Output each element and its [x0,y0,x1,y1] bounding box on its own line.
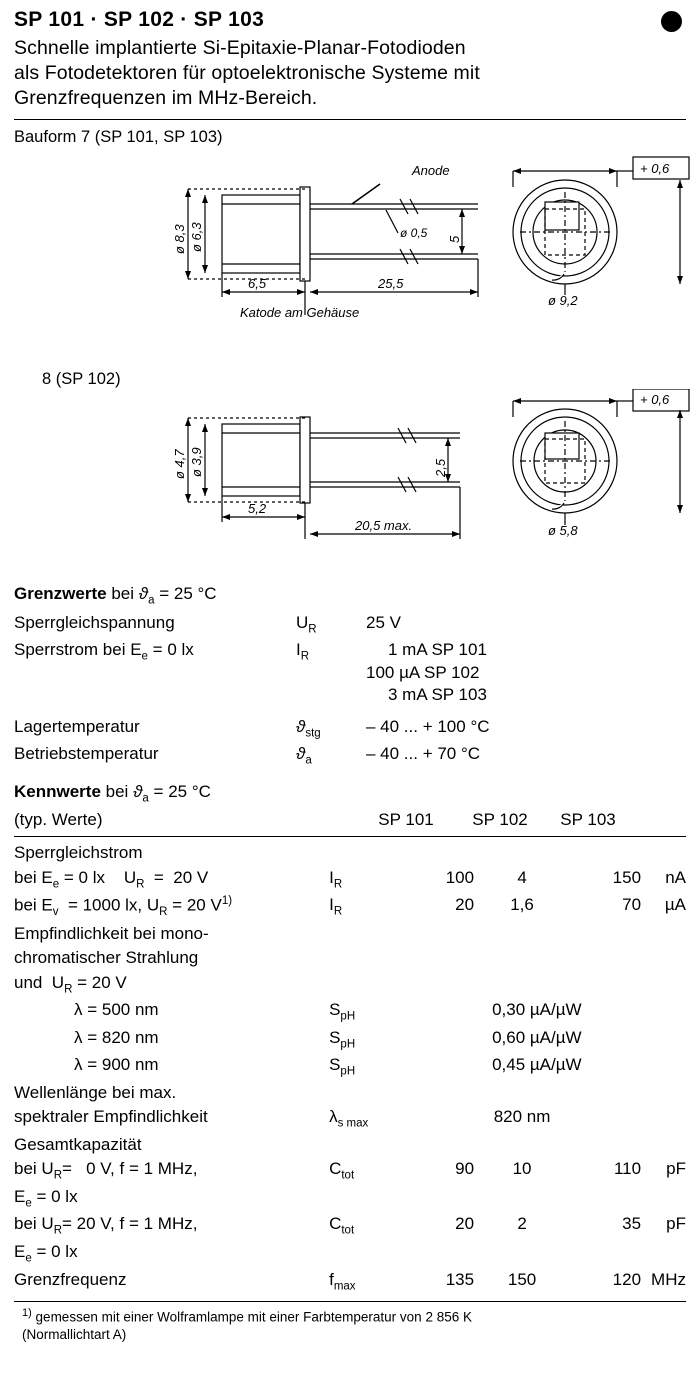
svg-text:ø 4,7: ø 4,7 [172,449,187,480]
kennwerte-unit-14: pF [666,1214,686,1234]
kennwerte-v2-1: 4 [517,867,527,887]
kennwerte-v1-16: 135 [445,1269,475,1289]
kennwerte-label-6: λ = 500 nm [74,1000,159,1020]
grenzwerte-symbol-3: $ϑ_a$ [296,744,312,767]
kennwerte-unit-16: MHz [651,1269,686,1289]
svg-text:5,2: 5,2 [248,501,267,517]
kennwerte-col-1: SP 102 [472,810,528,830]
grenzwerte-table [14,611,686,770]
grenzwerte-value-1a: 1 mA SP 101 [388,640,487,660]
kennwerte-label-4: chromatischer Strahlung [14,948,199,968]
kennwerte-v1-1: 100 [445,867,475,887]
grenzwerte-value-1 [366,638,686,707]
table-row [14,971,686,999]
kennwerte-label-2: bei $E_v = 1000$ lx, $U_R = 20$ $V^{1)}$ [14,895,233,919]
table-row [14,1081,686,1105]
svg-text:ø 3,9: ø 3,9 [189,447,204,478]
kennwerte-label-8: λ = 900 nm [74,1055,159,1075]
table-row [14,998,686,1026]
kennwerte-symbol-12: $C_{tot}$ [329,1159,355,1182]
grenzwerte-label-1: Sperrstrom bei $E_e = 0$ lx [14,640,194,663]
kennwerte-label-11: Gesamtkapazität [14,1134,142,1154]
kennwerte-unit-1: nA [665,867,686,887]
table-row [14,1268,686,1296]
kennwerte-label-16: Grenzfrequenz [14,1269,127,1289]
svg-text:ø 0,5: ø 0,5 [400,226,428,241]
kennwerte-v3-1: 150 [612,867,642,887]
grenzwerte-label-3: Betriebstemperatur [14,744,159,764]
table-row [14,1157,686,1185]
kennwerte-v1-12: 90 [455,1159,475,1179]
kennwerte-label-12: bei $U_R= 0$ V, f = 1 MHz, [14,1159,198,1182]
svg-text:20,5 max.: 20,5 max. [355,518,413,534]
footnote-line-2: (Normallichtart A) [22,1327,127,1343]
kennwerte-label-10: spektraler Empfindlichkeit [14,1107,208,1127]
svg-text:6,5: 6,5 [248,276,267,292]
table-row [14,922,686,946]
svg-text:25,5: 25,5 [378,276,404,292]
kennwerte-unit-12: pF [666,1159,686,1179]
kennwerte-typ-label: (typ. Werte) [14,810,103,830]
grenzwerte-value-2: – 40 ... + 100 °C [366,716,490,736]
table-row [14,1133,686,1157]
kennwerte-header-row [14,808,686,832]
kennwerte-body-table [14,841,686,1295]
kennwerte-v3-12: 110 [613,1159,642,1179]
kennwerte-symbol-7: $S_{pH}$ [329,1027,356,1051]
svg-text:+ 0,6: + 0,6 [640,392,670,408]
kennwerte-table [14,808,686,832]
kennwerte-v1-2: 20 [455,895,475,915]
kennwerte-v3-14: 35 [622,1214,642,1234]
kennwerte-label-7: λ = 820 nm [74,1027,159,1047]
kennwerte-heading-rest: bei $ϑ_a = 25$ °C [100,781,211,805]
kennwerte-heading-bold: Kennwerte [14,781,101,801]
grenzwerte-value-1c: 3 mA SP 103 [388,685,487,705]
grenzwerte-symbol-0: $U_R$ [296,612,317,636]
black-dot-icon [661,11,682,32]
svg-text:ø 6,3: ø 6,3 [189,222,204,253]
kennwerte-label-1: bei $E_e = 0$ lx $U_R = 20$ V [14,867,209,891]
specs-section [0,584,700,1295]
svg-text:ø 9,2: ø 9,2 [548,293,578,309]
kennwerte-label-5: und $U_R = 20$ V [14,972,127,995]
table-row [14,866,686,894]
svg-text:Anode: Anode [412,163,450,179]
title-row [14,8,686,32]
table-row [14,1026,686,1054]
page-header [0,0,700,110]
kennwerte-label-0: Sperrgleichstrom [14,843,143,863]
kennwerte-v2-7: 0,60 µA/µW [492,1027,582,1047]
kennwerte-v2-8: 0,45 µA/µW [492,1055,582,1075]
kennwerte-col-2: SP 103 [560,810,616,830]
kennwerte-label-13: $E_e = 0$ lx [14,1186,78,1210]
kennwerte-col-0: SP 101 [378,810,434,830]
table-row [14,1185,686,1213]
footnote-line-1: gemessen mit einer Wolframlampe mit einer Farbtemperatur von 2 856 K [35,1309,472,1325]
kennwerte-symbol-1: $I_R$ [329,867,343,891]
grenzwerte-label-0: Sperrgleichspannung [14,612,175,632]
table-row [14,1240,686,1268]
drawing-bauform-8 [0,389,700,574]
kennwerte-v2-14: 2 [517,1214,527,1234]
footnote-mark: 1) [22,1307,32,1320]
kennwerte-symbol-2: $I_R$ [329,895,343,918]
subtitle [14,36,686,110]
kennwerte-v2-10: 820 nm [493,1107,551,1127]
kennwerte-label-3: Empfindlichkeit bei mono- [14,923,209,943]
grenzwerte-heading-bold: Grenzwerte [14,584,107,604]
table-row [14,1053,686,1081]
table-row [14,1105,686,1133]
table-row [14,893,686,921]
subtitle-line-3: Grenzfrequenzen im MHz-Bereich. [14,86,318,109]
grenzwerte-heading-rest: bei $ϑ_a = 25$ °C [106,584,217,607]
grenzwerte-heading [14,584,686,606]
kennwerte-v2-2: 1,6 [510,895,534,915]
table-row [14,841,686,865]
drawing-bauform-7 [0,147,700,362]
kennwerte-label-15: $E_e = 0$ lx [14,1241,78,1265]
kennwerte-label-14: bei $U_R= 20$ V, f = 1 MHz, [14,1214,198,1237]
kennwerte-v1-14: 20 [455,1214,475,1234]
kennwerte-v2-16: 150 [507,1269,537,1289]
grenzwerte-symbol-2: $ϑ_{stg}$ [296,716,321,739]
svg-text:5: 5 [447,236,462,244]
subtitle-line-1: Schnelle implantierte Si-Epitaxie-Planar-Fotodioden [14,37,466,59]
grenzwerte-symbol-1: $I_R$ [296,640,310,663]
kennwerte-v3-16: 120 [612,1269,642,1289]
kennwerte-v2-12: 10 [512,1159,532,1179]
table-row [14,708,686,743]
kennwerte-unit-header [640,808,686,832]
kennwerte-sym-header [296,808,358,832]
kennwerte-label-9: Wellenlänge bei max. [14,1082,177,1102]
svg-text:ø 8,3: ø 8,3 [172,224,187,255]
kennwerte-v2-6: 0,30 µA/µW [492,1000,582,1020]
grenzwerte-value-0: 25 V [366,612,401,632]
svg-text:2,5: 2,5 [433,459,448,478]
kennwerte-unit-2: µA [664,895,686,915]
drawing-2-svg [0,389,700,574]
table-row [14,638,686,707]
kennwerte-symbol-8: $S_{pH}$ [329,1055,356,1078]
subtitle-line-2: als Fotodetektoren für optoelektronische Systeme mit [14,61,480,84]
kennwerte-heading [14,782,686,804]
table-row [14,946,686,970]
grenzwerte-value-3: – 40 ... + 70 °C [366,744,481,764]
svg-text:ø 5,8: ø 5,8 [548,523,578,539]
table-row [14,611,686,639]
drawing-caption-1: Bauform 7 (SP 101, SP 103) [14,128,223,147]
drawing-1-svg [0,147,700,362]
table-row [14,1212,686,1240]
svg-text:Katode am Gehäuse: Katode am Gehäuse [240,305,360,321]
grenzwerte-value-1b: 100 µA SP 102 [366,662,480,682]
table-row [14,742,686,770]
kennwerte-divider [14,836,686,837]
grenzwerte-label-2: Lagertemperatur [14,716,140,736]
kennwerte-symbol-16: $f_{max}$ [329,1269,356,1292]
kennwerte-symbol-14: $C_{tot}$ [329,1214,355,1237]
kennwerte-symbol-10: $\lambda_{s max}$ [329,1107,369,1130]
page-title: SP 101 · SP 102 · SP 103 [14,8,265,31]
kennwerte-symbol-6: $S_{pH}$ [329,1000,356,1023]
footnote [0,1302,700,1344]
drawing-caption-2: 8 (SP 102) [42,370,121,389]
header-divider [14,119,686,120]
kennwerte-v3-2: 70 [622,895,642,915]
svg-text:+ 0,6: + 0,6 [640,161,670,177]
